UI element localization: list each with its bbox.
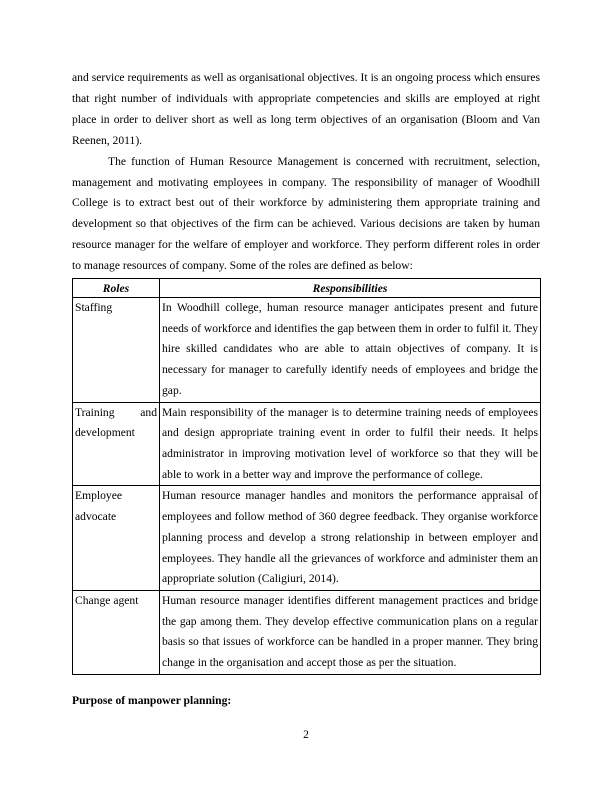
role-word: advocate xyxy=(75,510,117,524)
table-row xyxy=(73,486,541,591)
role-cell: Staffing xyxy=(73,298,160,403)
responsibility-cell: Human resource manager identifies different management practices and bridge the gap among them. They develop effective communication plans on a regular basis so that issues of workforce can be handled in a proper manner. They bring change in the organisation and accept those as per the situation. xyxy=(160,590,541,674)
table-row xyxy=(73,402,541,486)
paragraph-intro-continuation: and service requirements as well as organisational objectives. It is an ongoing process which ensures that right number of individuals with appropriate competencies and skills are employed at right place in order to deliver short as well as long term objectives of an organisation (Bloom and Van Reenen, 2011). xyxy=(72,71,540,147)
role-cell xyxy=(73,402,160,486)
role-line xyxy=(75,403,157,424)
paragraph-hrm-function: The function of Human Resource Management is concerned with recruitment, selection, management and motivating employees in company. The responsibility of manager of Woodhill College is to extract best out of their workforce by administering them appropriate training and development so that objectives of the firm can be achieved. Various decisions are taken by human resource manager for the welfare of employer and workforce. They perform different roles in order to manage resources of company. Some of the roles are defined as below: xyxy=(72,154,540,273)
role-word: development xyxy=(75,426,135,440)
responsibility-cell: Human resource manager handles and monitors the performance appraisal of employees and follow method of 360 degree feedback. They organise workforce planning process and develop a strong relationship in between employer and employees. They handle all the grievances of workforce and administer them an appropriate solution (Caligiuri, 2014). xyxy=(160,486,541,591)
table-header-row xyxy=(73,279,541,298)
header-responsibilities: Responsibilities xyxy=(160,279,541,298)
document-page xyxy=(72,68,540,711)
table-row xyxy=(73,590,541,674)
section-heading: Purpose of manpower planning: xyxy=(72,693,232,707)
responsibility-cell: Main responsibility of the manager is to determine training needs of employees and design appropriate training event in order to fulfil their needs. It helps administrator in improving motivation level of workforce so that they will be able to work in a better way and improve the performance of college. xyxy=(160,402,541,486)
roles-responsibilities-table xyxy=(72,278,541,675)
page-number: 2 xyxy=(303,728,309,741)
role-word: and xyxy=(140,405,157,419)
table-row xyxy=(73,298,541,403)
responsibility-cell: In Woodhill college, human resource manager anticipates present and future needs of workforce and identifies the gap between them in order to fulfil it. They hire skilled candidates who are able to attain objectives of company. It is necessary for manager to carefully identify needs of employees and bridge the gap. xyxy=(160,298,541,403)
role-word: Training xyxy=(75,405,115,419)
header-roles: Roles xyxy=(73,279,160,298)
role-cell xyxy=(73,486,160,591)
role-word: Employee xyxy=(75,489,123,503)
role-cell: Change agent xyxy=(73,590,160,674)
